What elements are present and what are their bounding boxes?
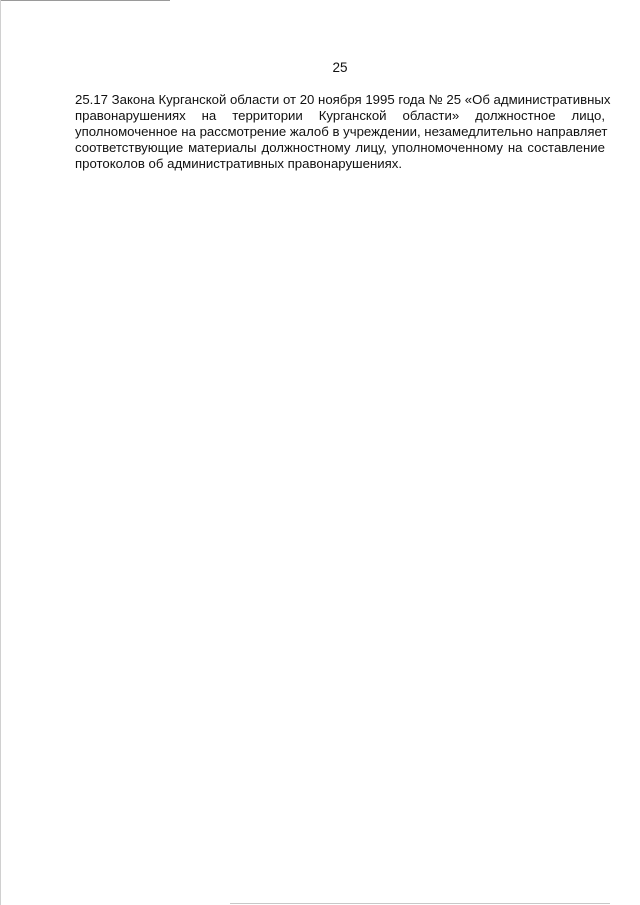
scan-edge: [230, 903, 610, 904]
body-paragraph: [75, 92, 611, 172]
paragraph-line: уполномоченное на рассмотрение жалоб в учреждении, незамедлительно направляет: [75, 124, 608, 139]
scan-artifact-line: [0, 0, 170, 1]
paragraph-line: 25.17 Закона Курганской области от 20 ноября 1995 года № 25 «Об административных: [75, 92, 611, 107]
page-number: 25: [332, 60, 348, 75]
paragraph-line: протоколов об административных правонарушениях.: [75, 156, 403, 171]
paragraph-line: соответствующие материалы должностному лицу, уполномоченному на составление: [75, 140, 605, 155]
scan-edge: [0, 0, 1, 905]
paragraph-line: правонарушениях на территории Курганской области» должностное лицо,: [75, 108, 605, 123]
